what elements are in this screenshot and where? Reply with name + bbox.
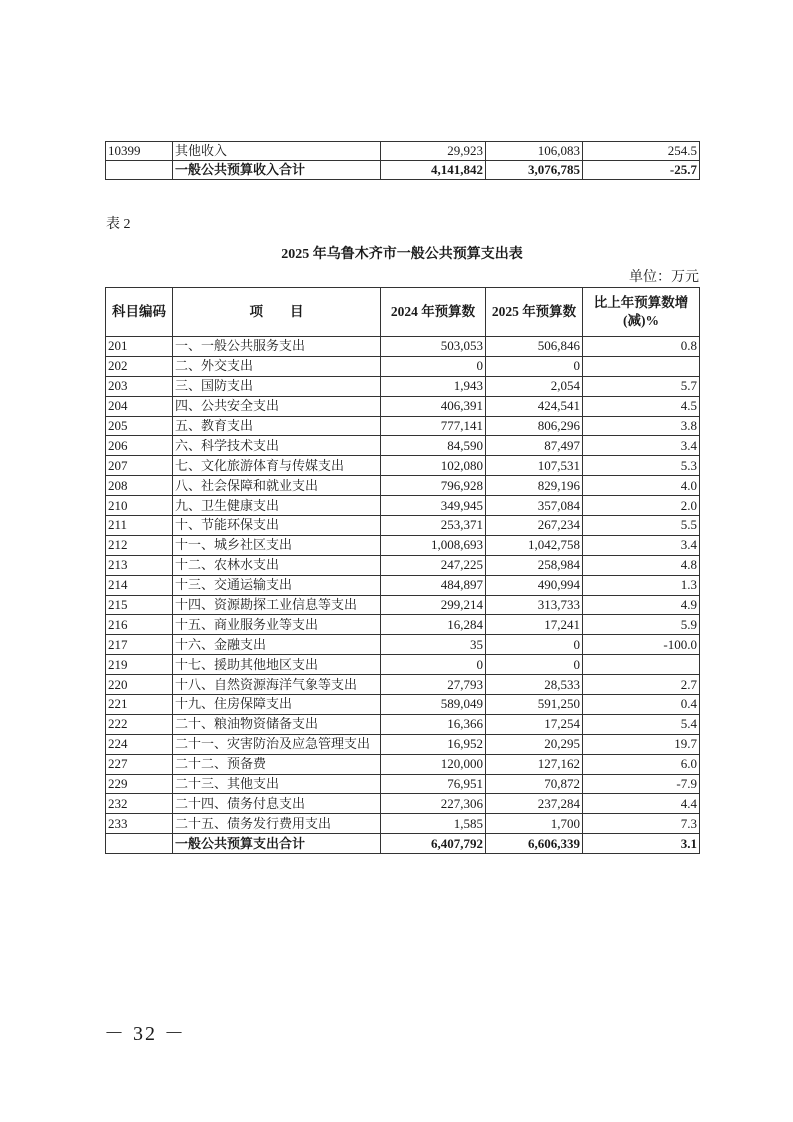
- table-row: [106, 575, 700, 595]
- header-2025: 2025 年预算数: [486, 288, 583, 337]
- code-cell: 233: [106, 814, 173, 834]
- budget-2025-cell: 267,234: [486, 516, 583, 536]
- code-cell: 222: [106, 714, 173, 734]
- code-cell: 211: [106, 516, 173, 536]
- code-cell: 10399: [106, 142, 173, 161]
- table-row: [106, 496, 700, 516]
- table-row: [106, 161, 700, 180]
- item-cell: 其他收入: [173, 142, 381, 161]
- change-cell: 4.9: [583, 595, 700, 615]
- table-row: [106, 535, 700, 555]
- code-cell: 217: [106, 635, 173, 655]
- item-cell: 二十一、灾害防治及应急管理支出: [173, 734, 381, 754]
- total-item-cell: 一般公共预算支出合计: [173, 834, 381, 854]
- code-cell: 202: [106, 356, 173, 376]
- budget-2024-cell: 796,928: [381, 476, 486, 496]
- change-cell: 0.4: [583, 695, 700, 715]
- page-number: － 32 －: [104, 1023, 186, 1045]
- code-cell: 213: [106, 555, 173, 575]
- change-cell: 4.5: [583, 396, 700, 416]
- table-row: [106, 714, 700, 734]
- change-cell: 254.5: [583, 142, 700, 161]
- budget-2024-cell: 777,141: [381, 416, 486, 436]
- item-cell: 一、一般公共服务支出: [173, 337, 381, 357]
- budget-2024-cell: 253,371: [381, 516, 486, 536]
- item-cell: 十九、住房保障支出: [173, 695, 381, 715]
- budget-2024-cell: 16,952: [381, 734, 486, 754]
- budget-2024-cell: 227,306: [381, 794, 486, 814]
- budget-2025-cell: 357,084: [486, 496, 583, 516]
- header-2024: 2024 年预算数: [381, 288, 486, 337]
- code-cell: 208: [106, 476, 173, 496]
- budget-2025-cell: 258,984: [486, 555, 583, 575]
- code-cell: 220: [106, 675, 173, 695]
- change-cell: 1.3: [583, 575, 700, 595]
- table-row: [106, 734, 700, 754]
- code-cell: 227: [106, 754, 173, 774]
- budget-2025-cell: 3,076,785: [486, 161, 583, 180]
- budget-2024-cell: 0: [381, 655, 486, 675]
- item-cell: 二十三、其他支出: [173, 774, 381, 794]
- budget-2024-cell: 120,000: [381, 754, 486, 774]
- change-cell: 3.4: [583, 535, 700, 555]
- change-cell: 5.7: [583, 376, 700, 396]
- code-cell: 219: [106, 655, 173, 675]
- change-cell: 2.7: [583, 675, 700, 695]
- table-row: [106, 555, 700, 575]
- item-cell: 十七、援助其他地区支出: [173, 655, 381, 675]
- table-title: 2025 年乌鲁木齐市一般公共预算支出表: [281, 247, 523, 262]
- item-cell: 二十二、预备费: [173, 754, 381, 774]
- budget-2024-cell: 0: [381, 356, 486, 376]
- code-cell: 215: [106, 595, 173, 615]
- header-code: 科目编码: [106, 288, 173, 337]
- code-cell: 232: [106, 794, 173, 814]
- change-cell: 2.0: [583, 496, 700, 516]
- code-cell: [106, 161, 173, 180]
- table-row: [106, 396, 700, 416]
- table-row: [106, 695, 700, 715]
- item-cell: 二十四、债务付息支出: [173, 794, 381, 814]
- budget-2024-cell: 1,943: [381, 376, 486, 396]
- change-cell: -25.7: [583, 161, 700, 180]
- item-cell: 十八、自然资源海洋气象等支出: [173, 675, 381, 695]
- change-cell: 3.4: [583, 436, 700, 456]
- table-row: [106, 416, 700, 436]
- change-cell: [583, 655, 700, 675]
- change-cell: -7.9: [583, 774, 700, 794]
- budget-2025-cell: 0: [486, 356, 583, 376]
- budget-2024-cell: 84,590: [381, 436, 486, 456]
- header-item: 项 目: [173, 288, 381, 337]
- change-cell: 4.0: [583, 476, 700, 496]
- budget-2025-cell: 424,541: [486, 396, 583, 416]
- item-cell: 二、外交支出: [173, 356, 381, 376]
- budget-2025-cell: 17,241: [486, 615, 583, 635]
- code-cell: 216: [106, 615, 173, 635]
- change-cell: 4.4: [583, 794, 700, 814]
- budget-2024-cell: 4,141,842: [381, 161, 486, 180]
- item-cell: 七、文化旅游体育与传媒支出: [173, 456, 381, 476]
- budget-2024-cell: 589,049: [381, 695, 486, 715]
- budget-2025-cell: 28,533: [486, 675, 583, 695]
- budget-2025-cell: 107,531: [486, 456, 583, 476]
- table-row: [106, 476, 700, 496]
- budget-2024-cell: 1,008,693: [381, 535, 486, 555]
- total-budget-2025-cell: 6,606,339: [486, 834, 583, 854]
- header-change: 比上年预算数增(减)%: [583, 288, 700, 337]
- table-row: [106, 814, 700, 834]
- budget-2025-cell: 829,196: [486, 476, 583, 496]
- unit-label: 单位：万元: [629, 270, 699, 285]
- budget-2025-cell: 313,733: [486, 595, 583, 615]
- item-cell: 二十、粮油物资储备支出: [173, 714, 381, 734]
- change-cell: 6.0: [583, 754, 700, 774]
- item-cell: 十二、农林水支出: [173, 555, 381, 575]
- total-budget-2024-cell: 6,407,792: [381, 834, 486, 854]
- table-row: [106, 635, 700, 655]
- item-cell: 九、卫生健康支出: [173, 496, 381, 516]
- budget-2024-cell: 349,945: [381, 496, 486, 516]
- table-row: [106, 595, 700, 615]
- total-row: [106, 834, 700, 854]
- item-cell: 十四、资源勘探工业信息等支出: [173, 595, 381, 615]
- table-row: [106, 337, 700, 357]
- code-cell: 214: [106, 575, 173, 595]
- table-row: [106, 754, 700, 774]
- table-row: [106, 516, 700, 536]
- total-code-cell: [106, 834, 173, 854]
- budget-2025-cell: 1,042,758: [486, 535, 583, 555]
- item-cell: 十三、交通运输支出: [173, 575, 381, 595]
- change-cell: 19.7: [583, 734, 700, 754]
- budget-2024-cell: 1,585: [381, 814, 486, 834]
- change-cell: 7.3: [583, 814, 700, 834]
- code-cell: 201: [106, 337, 173, 357]
- change-cell: 0.8: [583, 337, 700, 357]
- table-row: [106, 774, 700, 794]
- budget-2025-cell: 506,846: [486, 337, 583, 357]
- header-row: [106, 288, 700, 337]
- budget-2025-cell: 17,254: [486, 714, 583, 734]
- budget-2025-cell: 806,296: [486, 416, 583, 436]
- item-cell: 十一、城乡社区支出: [173, 535, 381, 555]
- item-cell: 四、公共安全支出: [173, 396, 381, 416]
- change-cell: 4.8: [583, 555, 700, 575]
- budget-2025-cell: 20,295: [486, 734, 583, 754]
- budget-2024-cell: 299,214: [381, 595, 486, 615]
- item-cell: 八、社会保障和就业支出: [173, 476, 381, 496]
- change-cell: 5.9: [583, 615, 700, 635]
- budget-2025-cell: 490,994: [486, 575, 583, 595]
- budget-2025-cell: 70,872: [486, 774, 583, 794]
- budget-2025-cell: 0: [486, 655, 583, 675]
- change-cell: 3.8: [583, 416, 700, 436]
- budget-2024-cell: 29,923: [381, 142, 486, 161]
- total-change-cell: 3.1: [583, 834, 700, 854]
- table-row: [106, 456, 700, 476]
- table-row: [106, 794, 700, 814]
- code-cell: 204: [106, 396, 173, 416]
- code-cell: 207: [106, 456, 173, 476]
- table-row: [106, 376, 700, 396]
- change-cell: -100.0: [583, 635, 700, 655]
- budget-2025-cell: 1,700: [486, 814, 583, 834]
- table-row: [106, 436, 700, 456]
- code-cell: 229: [106, 774, 173, 794]
- table-row: [106, 675, 700, 695]
- item-cell: 三、国防支出: [173, 376, 381, 396]
- change-cell: [583, 356, 700, 376]
- code-cell: 206: [106, 436, 173, 456]
- budget-2024-cell: 27,793: [381, 675, 486, 695]
- change-cell: 5.3: [583, 456, 700, 476]
- budget-2025-cell: 591,250: [486, 695, 583, 715]
- budget-2024-cell: 247,225: [381, 555, 486, 575]
- budget-2025-cell: 106,083: [486, 142, 583, 161]
- code-cell: 203: [106, 376, 173, 396]
- budget-2024-cell: 102,080: [381, 456, 486, 476]
- table-row: [106, 655, 700, 675]
- item-cell: 一般公共预算收入合计: [173, 161, 381, 180]
- table-row: [106, 356, 700, 376]
- item-cell: 十、节能环保支出: [173, 516, 381, 536]
- table-row: [106, 615, 700, 635]
- budget-2024-cell: 503,053: [381, 337, 486, 357]
- code-cell: 210: [106, 496, 173, 516]
- table-row: [106, 142, 700, 161]
- budget-2025-cell: 87,497: [486, 436, 583, 456]
- item-cell: 二十五、债务发行费用支出: [173, 814, 381, 834]
- code-cell: 205: [106, 416, 173, 436]
- expenditure-table: [105, 287, 700, 854]
- change-cell: 5.4: [583, 714, 700, 734]
- budget-2024-cell: 406,391: [381, 396, 486, 416]
- budget-2024-cell: 35: [381, 635, 486, 655]
- code-cell: 212: [106, 535, 173, 555]
- table-label: 表 2: [106, 217, 131, 232]
- change-cell: 5.5: [583, 516, 700, 536]
- budget-2024-cell: 16,366: [381, 714, 486, 734]
- budget-2025-cell: 0: [486, 635, 583, 655]
- item-cell: 六、科学技术支出: [173, 436, 381, 456]
- code-cell: 224: [106, 734, 173, 754]
- revenue-table-tail: [105, 141, 700, 180]
- budget-2025-cell: 237,284: [486, 794, 583, 814]
- budget-2024-cell: 484,897: [381, 575, 486, 595]
- budget-2025-cell: 2,054: [486, 376, 583, 396]
- budget-2024-cell: 16,284: [381, 615, 486, 635]
- code-cell: 221: [106, 695, 173, 715]
- budget-2025-cell: 127,162: [486, 754, 583, 774]
- item-cell: 十六、金融支出: [173, 635, 381, 655]
- item-cell: 五、教育支出: [173, 416, 381, 436]
- budget-2024-cell: 76,951: [381, 774, 486, 794]
- item-cell: 十五、商业服务业等支出: [173, 615, 381, 635]
